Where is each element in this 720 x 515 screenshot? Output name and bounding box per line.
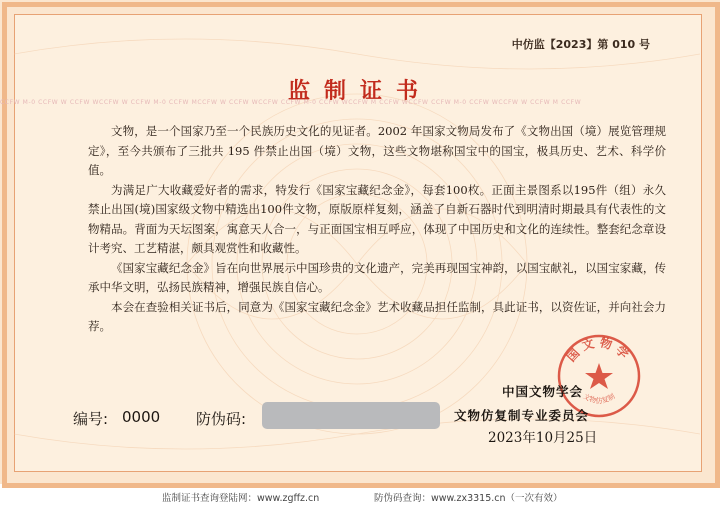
serial-number-label: 编号: <box>73 410 109 428</box>
anticounterfeit-scratch-panel <box>262 402 440 429</box>
serial-number-value: 0000 <box>122 408 161 426</box>
seal-bottom-text: 文物仿复制 <box>581 392 617 405</box>
anticounterfeit-query-website: 防伪码查询：www.zx3315.cn（一次有效） <box>374 493 563 504</box>
svg-text:国文物学 <box>564 334 635 364</box>
seal-star-icon <box>585 363 613 389</box>
body-paragraph: 本会在查验相关证书后，同意为《国家宝藏纪念金》艺术收藏品担任监制，具此证书，以资佐证，并向社会力荐。 <box>88 299 666 333</box>
microtext-security-line: CCFW M-0 CCFW W CCFW WCCFW W CCFW M-0 CCFW MCCFW W CCFW WCCFW CCFW M-0 CCFW WCCFW M CCFW WCCFW CCFW M-0 CCFW WCCFW W CCFW M CCFW <box>0 99 582 106</box>
anticounterfeit-code-label: 防伪码: <box>196 410 247 428</box>
svg-text:文物仿复制 <box>582 391 617 405</box>
certificate-title: 监制证书 <box>287 78 432 104</box>
query-footer <box>0 487 720 507</box>
issue-date: 2023年10月25日 <box>488 430 598 446</box>
issuing-committee: 文物仿复制专业委员会 <box>454 408 590 423</box>
certificate-number: 中仿监【2023】第 010 号 <box>511 38 650 51</box>
body-paragraph: 为满足广大收藏爱好者的需求，特发行《国家宝藏纪念金》，每套100枚。正面主景图系以195件（组）永久禁止出国(境)国家级文物中精选出100件文物，原版原样复刻，涵盖了自新石器时代到明清时期最具有代表性的文物精品。背面为天坛图案，寓意天人合一，与正面国宝相互呼应，体现了中国历史和文化的连续性。整套纪念章设计考究、工艺精湛，颇具观赏性和收藏性。 <box>88 182 666 255</box>
body-paragraph: 文物，是一个国家乃至一个民族历史文化的见证者。2002 年国家文物局发布了《文物出国（境）展览管理规定》，至今共颁布了三批共 195 件禁止出国（境）文物，这些文物堪称国宝中的国宝，极具历史、艺术、科学价值。 <box>88 124 666 177</box>
certificate-body <box>88 122 666 337</box>
issuing-organization: 中国文物学会 <box>502 384 584 399</box>
seal-top-text: 国文物学 <box>564 335 634 365</box>
certificate-query-website: 监制证书查询登陆网：www.zgffz.cn <box>162 493 320 504</box>
body-paragraph: 《国家宝藏纪念金》旨在向世界展示中国珍贵的文化遗产，完美再现国宝神韵，以国宝献礼，以国宝家藏，传承中华文明，弘扬民族精神，增强民族自信心。 <box>88 260 666 294</box>
